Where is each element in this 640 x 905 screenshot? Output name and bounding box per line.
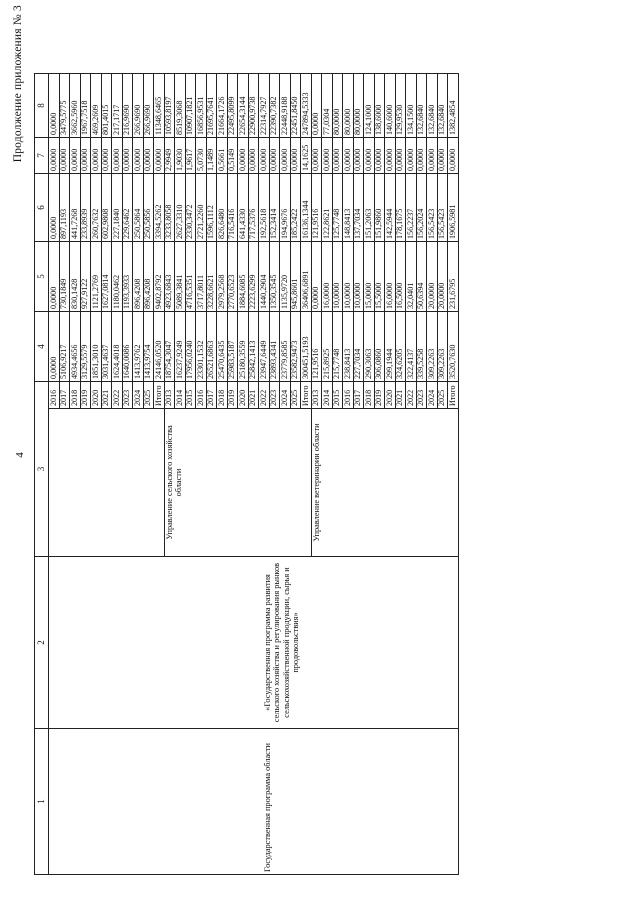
value-cell-7: 0,0000 (332, 138, 343, 174)
year-cell: 2013 (164, 382, 175, 409)
year-cell: 2023 (416, 382, 427, 409)
value-cell-5: 3717,8011 (196, 242, 207, 312)
program-type-cell (49, 729, 459, 875)
value-cell-7: 1,9617 (185, 138, 196, 174)
value-cell-6: 156,2237 (406, 174, 417, 242)
value-cell-4: 23779,8585 (280, 312, 291, 382)
value-cell-7: 0,0000 (122, 138, 133, 174)
year-cell: 2018 (364, 382, 375, 409)
value-cell-4: 23301,1532 (196, 312, 207, 382)
value-cell-5: 0,0000 (49, 242, 60, 312)
value-cell-4: 18754,3047 (164, 312, 175, 382)
column-header-2: 2 (35, 557, 49, 729)
value-cell-6: 3233,8058 (164, 174, 175, 242)
value-cell-4: 1413,9754 (143, 312, 154, 382)
year-cell: 2021 (101, 382, 112, 409)
year-cell: 2014 (322, 382, 333, 409)
value-cell-8: 132,6840 (416, 74, 427, 138)
value-cell-4: 1640,0086 (122, 312, 133, 382)
value-cell-4: 1413,9762 (133, 312, 144, 382)
value-cell-8: 22654,3144 (238, 74, 249, 138)
value-cell-8: 0,0000 (311, 74, 322, 138)
column-header-6: 6 (35, 174, 49, 242)
value-cell-5: 50,6394 (416, 242, 427, 312)
value-cell-8: 266,9690 (143, 74, 154, 138)
year-cell: 2023 (269, 382, 280, 409)
value-cell-8: 469,2609 (91, 74, 102, 138)
value-cell-7: 0,0000 (238, 138, 249, 174)
year-cell: 2025 (290, 382, 301, 409)
year-cell: 2017 (206, 382, 217, 409)
value-cell-7: 0,0000 (364, 138, 375, 174)
value-cell-5: 2770,6523 (227, 242, 238, 312)
value-cell-7: 0,0000 (385, 138, 396, 174)
value-cell-7: 0,0000 (311, 138, 322, 174)
value-cell-7: 0,0000 (374, 138, 385, 174)
value-cell-7: 0,0000 (406, 138, 417, 174)
value-cell-8: 134,1500 (406, 74, 417, 138)
value-cell-5: 10,0000 (353, 242, 364, 312)
value-cell-5: 2979,2568 (217, 242, 228, 312)
value-cell-6: 250,5856 (143, 174, 154, 242)
value-cell-6: 137,7034 (353, 174, 364, 242)
value-cell-6: 151,9860 (374, 174, 385, 242)
value-cell-4: 300451,5193 (301, 312, 312, 382)
value-cell-6: 178,1675 (395, 174, 406, 242)
value-cell-6: 156,5423 (427, 174, 438, 242)
value-cell-4: 238,8413 (343, 312, 354, 382)
year-cell: 2019 (80, 382, 91, 409)
value-cell-4: 25180,3559 (238, 312, 249, 382)
year-cell: 2022 (259, 382, 270, 409)
value-cell-5: 15,0000 (364, 242, 375, 312)
value-cell-6: 156,2024 (416, 174, 427, 242)
year-cell: 2019 (227, 382, 238, 409)
value-cell-4: 25842,1413 (248, 312, 259, 382)
value-cell-8: 22448,9188 (280, 74, 291, 138)
program-name-cell (49, 557, 459, 729)
value-cell-5: 1135,9720 (280, 242, 291, 312)
value-cell-6: 16136,1344 (301, 174, 312, 242)
value-cell-8: 80,0000 (343, 74, 354, 138)
value-cell-7: 0,0000 (248, 138, 259, 174)
value-cell-6: 152,3414 (269, 174, 280, 242)
value-cell-8: 8519,3068 (175, 74, 186, 138)
value-cell-8: 1967,7518 (80, 74, 91, 138)
value-cell-6: 641,4330 (238, 174, 249, 242)
value-cell-8: 138,6000 (374, 74, 385, 138)
year-cell: 2017 (353, 382, 364, 409)
value-cell-8: 140,6000 (385, 74, 396, 138)
executor-cell (49, 409, 165, 557)
value-cell-6: 1906,5981 (448, 174, 459, 242)
value-cell-6: 250,5864 (133, 174, 144, 242)
value-cell-5: 927,9122 (80, 242, 91, 312)
value-cell-8: 124,1000 (364, 74, 375, 138)
year-cell: 2015 (332, 382, 343, 409)
continuation-title: Продолжение приложения № 3 (12, 5, 24, 163)
value-cell-5: 231,6795 (448, 242, 459, 312)
value-cell-8: 11348,6465 (154, 74, 165, 138)
year-cell: 2019 (374, 382, 385, 409)
value-cell-6: 121,9516 (311, 174, 322, 242)
value-cell-4: 299,1944 (385, 312, 396, 382)
value-cell-8: 16856,9531 (196, 74, 207, 138)
value-cell-8: 132,6840 (427, 74, 438, 138)
value-cell-7: 0,0000 (49, 138, 60, 174)
value-cell-6: 142,5944 (385, 174, 396, 242)
value-cell-6: 602,9808 (101, 174, 112, 242)
value-cell-5: 1884,6085 (238, 242, 249, 312)
value-cell-6: 2627,3310 (175, 174, 186, 242)
year-cell: 2018 (70, 382, 81, 409)
value-cell-5: 16,0000 (322, 242, 333, 312)
value-cell-4: 3129,5579 (80, 312, 91, 382)
value-cell-5: 20,0000 (427, 242, 438, 312)
value-cell-4: 306,0860 (374, 312, 385, 382)
value-cell-8: 21664,1726 (217, 74, 228, 138)
column-header-8: 8 (35, 74, 49, 138)
value-cell-7: 0,0000 (59, 138, 70, 174)
table-body (49, 74, 459, 875)
value-cell-7: 0,0000 (448, 138, 459, 174)
year-cell: 2016 (196, 382, 207, 409)
value-cell-7: 0,0000 (269, 138, 280, 174)
year-cell: 2018 (217, 382, 228, 409)
value-cell-4: 25983,5187 (227, 312, 238, 382)
value-cell-8: 1382,4854 (448, 74, 459, 138)
value-cell-4: 23947,6449 (259, 312, 270, 382)
year-cell: Итого (301, 382, 312, 409)
value-cell-6: 192,5618 (259, 174, 270, 242)
value-cell-4: 227,7034 (353, 312, 364, 382)
value-cell-7: 14,1625 (301, 138, 312, 174)
value-cell-6: 194,9676 (280, 174, 291, 242)
value-cell-7: 0,0000 (416, 138, 427, 174)
year-cell: 2021 (395, 382, 406, 409)
value-cell-8: 217,1717 (112, 74, 123, 138)
value-cell-7: 0,5661 (217, 138, 228, 174)
year-cell: 2024 (427, 382, 438, 409)
executor-label: Управление сельского хозяйства области (164, 425, 183, 540)
year-cell: 2025 (437, 382, 448, 409)
value-cell-7: 0,0000 (259, 138, 270, 174)
year-cell: Итого (154, 382, 165, 409)
value-cell-8: 0,0000 (49, 74, 60, 138)
value-cell-5: 5089,3841 (175, 242, 186, 312)
column-header-1: 1 (35, 729, 49, 875)
value-cell-8: 129,9530 (395, 74, 406, 138)
value-cell-5: 4923,6843 (164, 242, 175, 312)
value-cell-8: 247894,5333 (301, 74, 312, 138)
value-cell-6: 3394,5262 (154, 174, 165, 242)
executor-cell (311, 409, 458, 557)
value-cell-4: 215,8925 (322, 312, 333, 382)
value-cell-6: 716,5416 (227, 174, 238, 242)
program-type-label: Государственная программа области (263, 743, 272, 872)
year-cell: 2016 (343, 382, 354, 409)
value-cell-5: 830,1428 (70, 242, 81, 312)
value-cell-4: 23893,4341 (269, 312, 280, 382)
year-cell: 2020 (91, 382, 102, 409)
value-cell-6: 227,1840 (112, 174, 123, 242)
value-cell-7: 1,9030 (175, 138, 186, 174)
value-cell-4: 1624,4018 (112, 312, 123, 382)
value-cell-8: 216,9690 (122, 74, 133, 138)
value-cell-8: 80,0000 (332, 74, 343, 138)
value-cell-5: 32,0401 (406, 242, 417, 312)
year-cell: 2022 (406, 382, 417, 409)
value-cell-7: 0,0000 (154, 138, 165, 174)
year-cell: 2015 (185, 382, 196, 409)
value-cell-7: 0,5149 (227, 138, 238, 174)
column-header-4: 4 (35, 312, 49, 382)
executor-cell (164, 409, 311, 557)
value-cell-7: 0,0000 (427, 138, 438, 174)
value-cell-7: 0,0000 (437, 138, 448, 174)
value-cell-7: 0,0000 (91, 138, 102, 174)
value-cell-7: 5,0730 (196, 138, 207, 174)
value-cell-6: 125,7748 (332, 174, 343, 242)
value-cell-5: 16,5000 (395, 242, 406, 312)
value-cell-5: 0,0000 (311, 242, 322, 312)
value-cell-7: 0,0000 (80, 138, 91, 174)
value-cell-5: 730,1849 (59, 242, 70, 312)
value-cell-4: 309,2263 (427, 312, 438, 382)
column-number-row (35, 74, 49, 875)
value-cell-5: 16,0000 (385, 242, 396, 312)
value-cell-6: 185,2422 (290, 174, 301, 242)
value-cell-6: 1596,1112 (206, 174, 217, 242)
value-cell-6: 156,5423 (437, 174, 448, 242)
value-cell-6: 717,5376 (248, 174, 259, 242)
column-header-3: 3 (35, 382, 49, 557)
year-cell: 2021 (248, 382, 259, 409)
page-number: 4 (14, 452, 26, 458)
column-header-7: 7 (35, 138, 49, 174)
value-cell-6: 151,2063 (364, 174, 375, 242)
value-cell-4: 215,7748 (332, 312, 343, 382)
value-cell-7: 0,0000 (143, 138, 154, 174)
value-cell-4: 25470,6435 (217, 312, 228, 382)
year-cell: 2024 (280, 382, 291, 409)
value-cell-8: 80,0000 (353, 74, 364, 138)
value-cell-4: 309,2263 (437, 312, 448, 382)
value-cell-5: 1627,0814 (101, 242, 112, 312)
value-cell-8: 22495,8099 (227, 74, 238, 138)
value-cell-4: 24146,0520 (154, 312, 165, 382)
year-cell: 2013 (311, 382, 322, 409)
value-cell-8: 10593,8197 (164, 74, 175, 138)
value-cell-5: 9402,8792 (154, 242, 165, 312)
value-cell-8: 22314,7927 (259, 74, 270, 138)
value-cell-7: 0,0000 (280, 138, 291, 174)
value-cell-8: 10907,1821 (185, 74, 196, 138)
value-cell-4: 290,3063 (364, 312, 375, 382)
value-cell-6: 2721,2260 (196, 174, 207, 242)
value-cell-4: 3031,4637 (101, 312, 112, 382)
value-cell-8: 3662,5960 (70, 74, 81, 138)
value-cell-5: 36406,6891 (301, 242, 312, 312)
value-cell-5: 1440,2904 (259, 242, 270, 312)
value-cell-4: 322,4137 (406, 312, 417, 382)
value-cell-8: 801,4015 (101, 74, 112, 138)
value-cell-5: 1193,3933 (122, 242, 133, 312)
value-cell-6: 233,8939 (80, 174, 91, 242)
value-cell-6: 897,1193 (59, 174, 70, 242)
value-cell-5: 20,0000 (437, 242, 448, 312)
value-cell-5: 1350,3545 (269, 242, 280, 312)
value-cell-5: 10,0000 (332, 242, 343, 312)
financing-table (34, 73, 459, 875)
value-cell-4: 23582,9473 (290, 312, 301, 382)
value-cell-4: 5106,9217 (59, 312, 70, 382)
value-cell-5: 1180,0462 (112, 242, 123, 312)
value-cell-5: 896,4208 (143, 242, 154, 312)
executor-label: Управление ветеринарии области (311, 423, 321, 542)
column-header-5: 5 (35, 242, 49, 312)
value-cell-5: 896,4208 (133, 242, 144, 312)
value-cell-8: 3479,5775 (59, 74, 70, 138)
value-cell-6: 826,6480 (217, 174, 228, 242)
value-cell-8: 266,9690 (133, 74, 144, 138)
value-cell-4: 17956,0240 (185, 312, 196, 382)
value-cell-6: 229,6462 (122, 174, 133, 242)
value-cell-4: 26521,6863 (206, 312, 217, 382)
value-cell-4: 324,6205 (395, 312, 406, 382)
value-cell-5: 10,0000 (343, 242, 354, 312)
value-cell-7: 0,0000 (112, 138, 123, 174)
year-cell: 2024 (133, 382, 144, 409)
year-cell: 2016 (49, 382, 60, 409)
value-cell-8: 21695,7641 (206, 74, 217, 138)
value-cell-4: 0,0000 (49, 312, 60, 382)
value-cell-7: 0,0000 (343, 138, 354, 174)
value-cell-5: 4716,5351 (185, 242, 196, 312)
year-cell: 2014 (175, 382, 186, 409)
year-cell: 2023 (122, 382, 133, 409)
value-cell-7: 0,0000 (395, 138, 406, 174)
value-cell-8: 132,6840 (437, 74, 448, 138)
value-cell-4: 16237,9249 (175, 312, 186, 382)
value-cell-7: 2,9949 (164, 138, 175, 174)
value-cell-7: 0,0000 (322, 138, 333, 174)
year-cell: 2020 (385, 382, 396, 409)
value-cell-7: 1,1489 (206, 138, 217, 174)
year-cell: 2017 (59, 382, 70, 409)
value-cell-6: 122,8621 (322, 174, 333, 242)
value-cell-4: 4934,4656 (70, 312, 81, 382)
value-cell-5: 1121,2769 (91, 242, 102, 312)
year-cell: 2022 (112, 382, 123, 409)
value-cell-8: 77,0304 (322, 74, 333, 138)
year-cell: 2025 (143, 382, 154, 409)
value-cell-7: 0,0000 (101, 138, 112, 174)
value-cell-7: 0,0000 (133, 138, 144, 174)
value-cell-4: 1851,3010 (91, 312, 102, 382)
value-cell-6: 2330,3472 (185, 174, 196, 242)
value-cell-7: 0,0000 (353, 138, 364, 174)
value-cell-5: 15,5000 (374, 242, 385, 312)
value-cell-7: 0,0000 (290, 138, 301, 174)
value-cell-4: 339,5258 (416, 312, 427, 382)
value-cell-5: 945,8601 (290, 242, 301, 312)
value-cell-5: 2223,6299 (248, 242, 259, 312)
table-row (49, 74, 60, 875)
year-cell: Итого (448, 382, 459, 409)
value-cell-6: 260,7632 (91, 174, 102, 242)
value-cell-8: 22451,8450 (290, 74, 301, 138)
value-cell-7: 0,0000 (70, 138, 81, 174)
year-cell: 2020 (238, 382, 249, 409)
value-cell-6: 148,8413 (343, 174, 354, 242)
value-cell-5: 3228,6621 (206, 242, 217, 312)
value-cell-4: 3520,7630 (448, 312, 459, 382)
value-cell-8: 22390,7382 (269, 74, 280, 138)
value-cell-4: 121,9516 (311, 312, 322, 382)
program-name-label: «Государственная программа развития сельского хозяйства и регулирования рынков сельскохозяйственной продукции, сырья и продовольствия» (263, 562, 300, 723)
value-cell-6: 0,0000 (49, 174, 60, 242)
value-cell-8: 22900,9738 (248, 74, 259, 138)
value-cell-6: 441,7268 (70, 174, 81, 242)
